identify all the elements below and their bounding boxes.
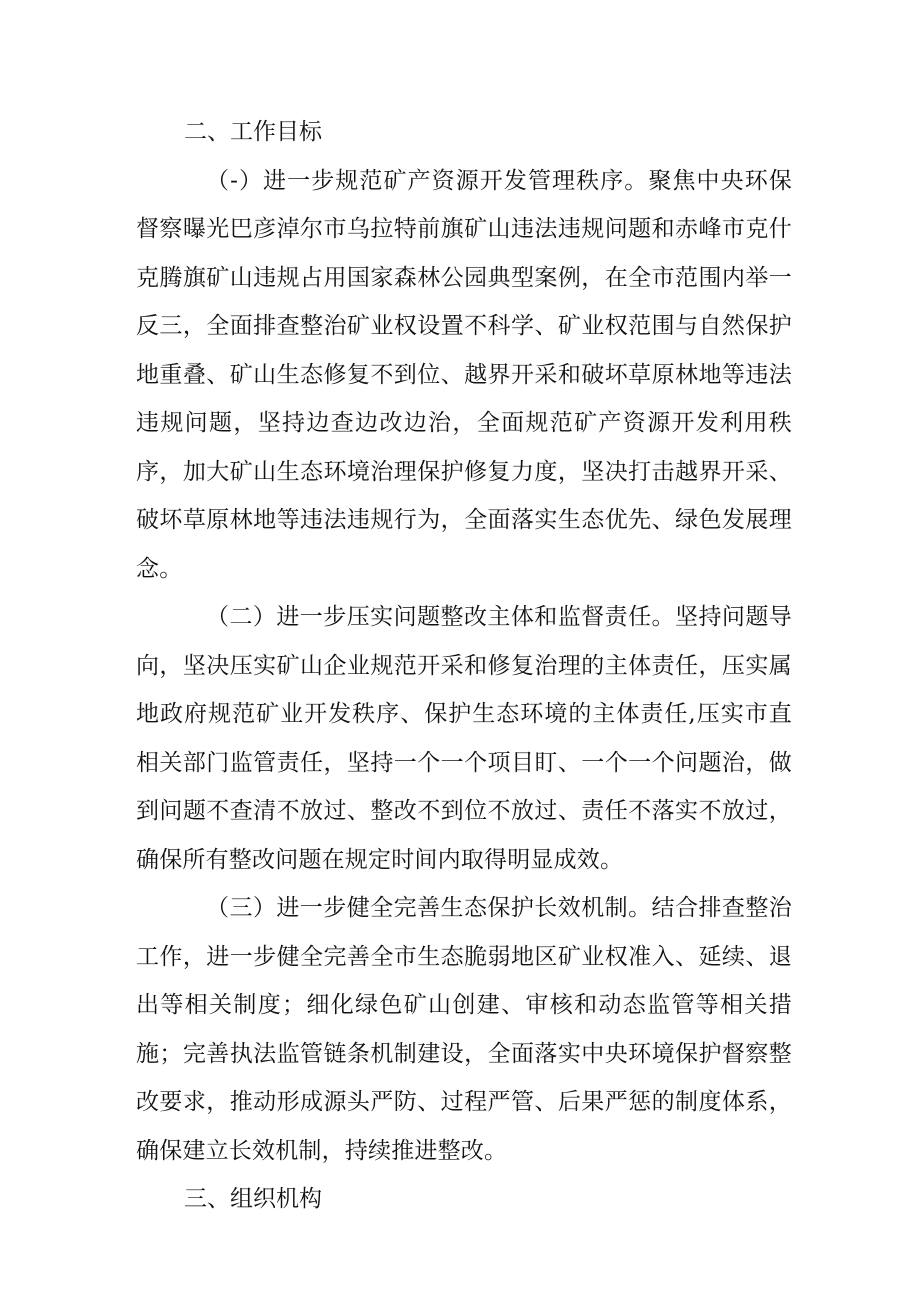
paragraph-goal-3: （三）进一步健全完善生态保护长效机制。结合排查整治工作，进一步健全完善全市生态脆弱地区矿业权准入、延续、退出等相关制度；细化绿色矿山创建、审核和动态监管等相关措施；完善执法监管链条机制建设，全面落实中央环境保护督察整改要求，推动形成源头严防、过程严管、后果严惩的制度体系，确保建立长效机制，持续推进整改。	[136, 895, 792, 1164]
section-heading-organization: 三、组织机构	[184, 1186, 322, 1212]
document-body	[136, 108, 792, 1224]
paragraph-goal-1: （-）进一步规范矿产资源开发管理秩序。聚焦中央环保督察曝光巴彦淖尔市乌拉特前旗矿山违法违规问题和赤峰市克什克腾旗矿山违规占用国家森林公园典型案例，在全市范围内举一反三，全面排查整治矿业权设置不科学、矿业权范围与自然保护地重叠、矿山生态修复不到位、越界开采和破坏草原林地等违法违规问题，坚持边查边改边治，全面规范矿产资源开发利用秩序，加大矿山生态环境治理保护修复力度，坚决打击越界开采、破坏草原林地等违法违规行为，全面落实生态优先、绿色发展理念。	[136, 167, 792, 582]
paragraph-goal-2: （二）进一步压实问题整改主体和监督责任。坚持问题导向，坚决压实矿山企业规范开采和修复治理的主体责任，压实属地政府规范矿业开发秩序、保护生态环境的主体责任,压实市直相关部门监管责任，坚持一个一个项目盯、一个一个问题治，做到问题不查清不放过、整改不到位不放过、责任不落实不放过，确保所有整改问题在规定时间内取得明显成效。	[136, 604, 792, 873]
section-heading-work-goals: 二、工作目标	[184, 119, 322, 145]
